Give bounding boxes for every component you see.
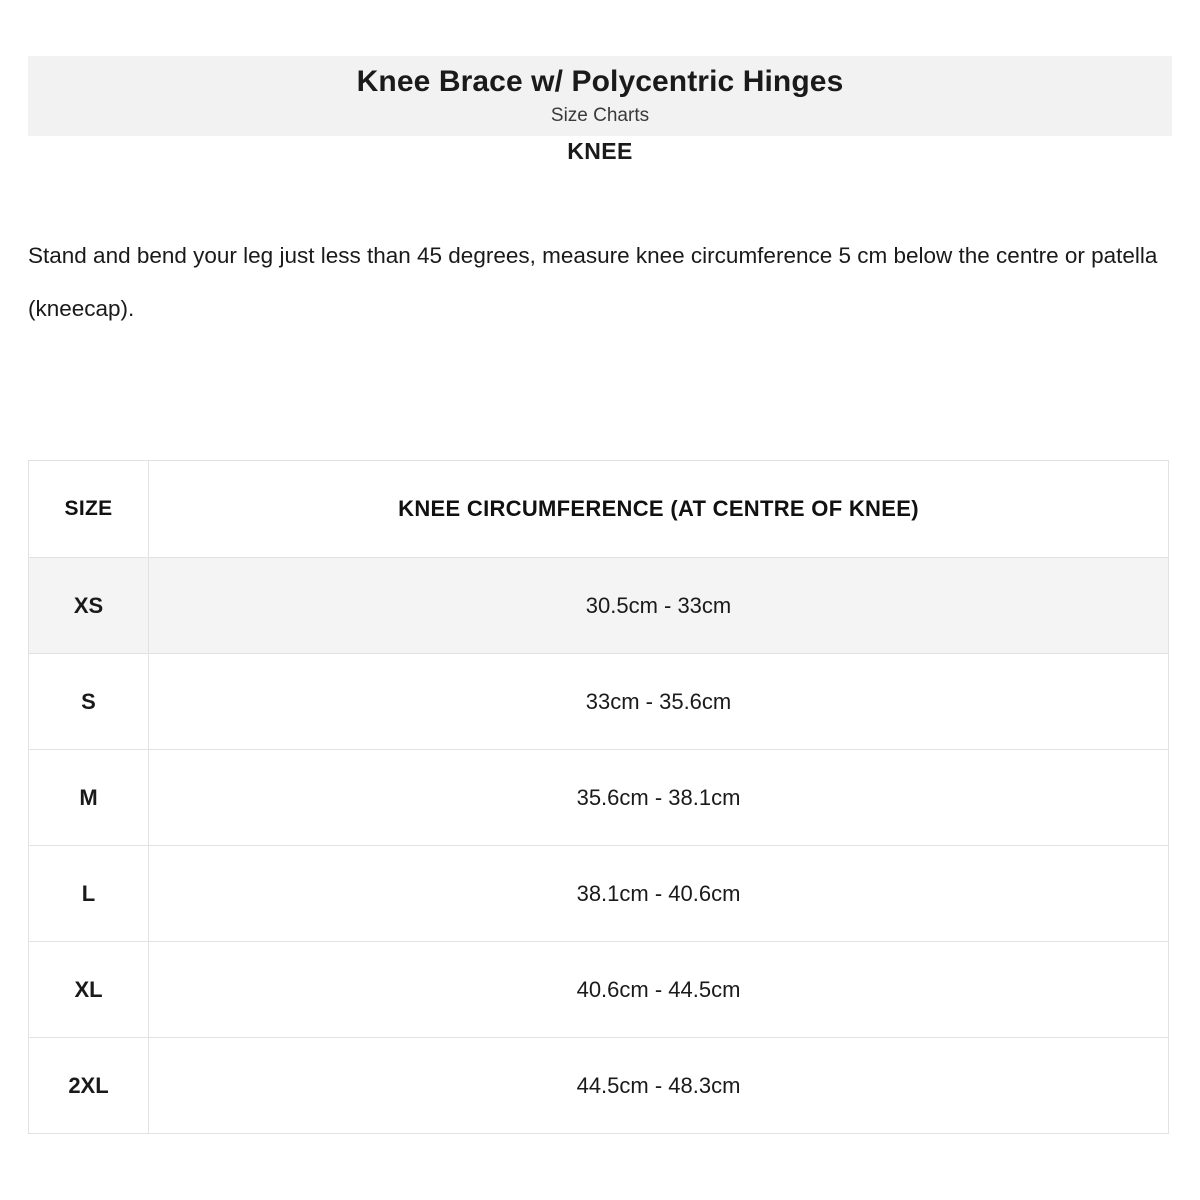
table-row bbox=[29, 558, 1169, 654]
cell-circumference: 33cm - 35.6cm bbox=[149, 654, 1169, 750]
cell-circumference: 30.5cm - 33cm bbox=[149, 558, 1169, 654]
size-table bbox=[28, 460, 1169, 1134]
cell-size: S bbox=[29, 654, 149, 750]
table-header bbox=[29, 461, 1169, 558]
cell-size: XS bbox=[29, 558, 149, 654]
table-row bbox=[29, 654, 1169, 750]
cell-size: M bbox=[29, 750, 149, 846]
page-title: Knee Brace w/ Polycentric Hinges bbox=[356, 64, 844, 98]
column-header-size: SIZE bbox=[29, 461, 149, 558]
cell-circumference: 40.6cm - 44.5cm bbox=[149, 942, 1169, 1038]
table-header-row bbox=[29, 461, 1169, 558]
cell-circumference: 35.6cm - 38.1cm bbox=[149, 750, 1169, 846]
cell-size: XL bbox=[29, 942, 149, 1038]
page-subtitle: Size Charts bbox=[550, 105, 650, 127]
measurement-instructions: Stand and bend your leg just less than 45 degrees, measure knee circumference 5 cm below the centre or patella (kneecap). bbox=[28, 242, 1158, 321]
column-header-circumference: KNEE CIRCUMFERENCE (AT CENTRE OF KNEE) bbox=[149, 461, 1169, 558]
cell-circumference: 38.1cm - 40.6cm bbox=[149, 846, 1169, 942]
cell-size: 2XL bbox=[29, 1038, 149, 1134]
cell-circumference: 44.5cm - 48.3cm bbox=[149, 1038, 1169, 1134]
table-row bbox=[29, 942, 1169, 1038]
section-heading: KNEE bbox=[567, 138, 633, 164]
table-row bbox=[29, 750, 1169, 846]
table-body bbox=[29, 558, 1169, 1134]
table-row bbox=[29, 846, 1169, 942]
document-header bbox=[28, 56, 1172, 136]
table-row bbox=[29, 1038, 1169, 1134]
cell-size: L bbox=[29, 846, 149, 942]
